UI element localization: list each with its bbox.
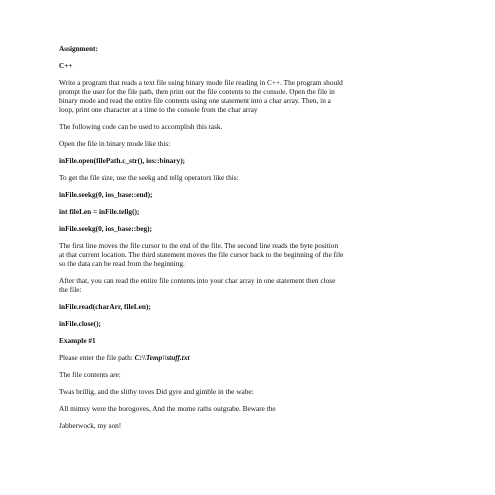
poem-line-3: Jabberwock, my son!: [59, 421, 122, 430]
prompt-path: C:\\Temp\\stuff.txt: [134, 353, 190, 362]
intro-paragraph: [59, 78, 444, 114]
intro-line: Write a program that reads a text file using binary mode file reading in C++. The program should: [59, 78, 343, 87]
file-size-text: To get the file size, use the seekg and tellg operators like this:: [59, 173, 239, 182]
code-open-line: inFile.open(filePath.c_str(), ios::binary);: [59, 156, 186, 165]
following-code-text: The following code can be used to accomplish this task.: [59, 122, 223, 131]
explain-line: The first line moves the file cursor to the end of the file. The second line reads the byte position: [59, 241, 339, 250]
explain-line: at that current location. The third statement moves the file cursor back to the beginning of the file: [59, 250, 344, 259]
language-label: C++: [59, 61, 73, 70]
after-line: After that, you can read the entire file contents into your char array in one statement then close: [59, 276, 336, 285]
intro-line: prompt the user for the file path, then print out the file contents to the console. Open the file in: [59, 87, 335, 96]
code-close-line: inFile.close();: [59, 319, 101, 328]
contents-label: The file contents are:: [59, 370, 121, 379]
document-page: [59, 44, 444, 438]
code-seek-beg-line: inFile.seekg(0, ios_base::beg);: [59, 224, 153, 233]
poem-line-1: Twas brillig, and the slithy toves Did gyre and gimble in the wabe:: [59, 387, 254, 396]
example-heading: Example #1: [59, 336, 96, 345]
prompt-line: [59, 353, 444, 362]
explain-line: so the data can be read from the beginning.: [59, 259, 185, 268]
code-tellg-line: int fileLen = inFile.tellg();: [59, 207, 140, 216]
intro-line: binary mode and read the entire file contents using one statement into a char array. Then, in a: [59, 96, 331, 105]
intro-line: loop, print one character at a time to the console from the char array: [59, 105, 258, 114]
after-line: the file:: [59, 285, 82, 294]
after-paragraph: [59, 276, 444, 294]
explain-paragraph: [59, 241, 444, 268]
open-binary-text: Open the file in binary mode like this:: [59, 139, 171, 148]
prompt-text: Please enter the file path:: [59, 353, 135, 362]
code-seek-end-line: inFile.seekg(0, ios_base::end);: [59, 190, 153, 199]
assignment-heading: Assignment:: [59, 44, 98, 53]
poem-line-2: All mimsy were the borogoves, And the mome raths outgrabe. Beware the: [59, 404, 276, 413]
code-read-line: inFile.read(charArr, fileLen);: [59, 302, 151, 311]
